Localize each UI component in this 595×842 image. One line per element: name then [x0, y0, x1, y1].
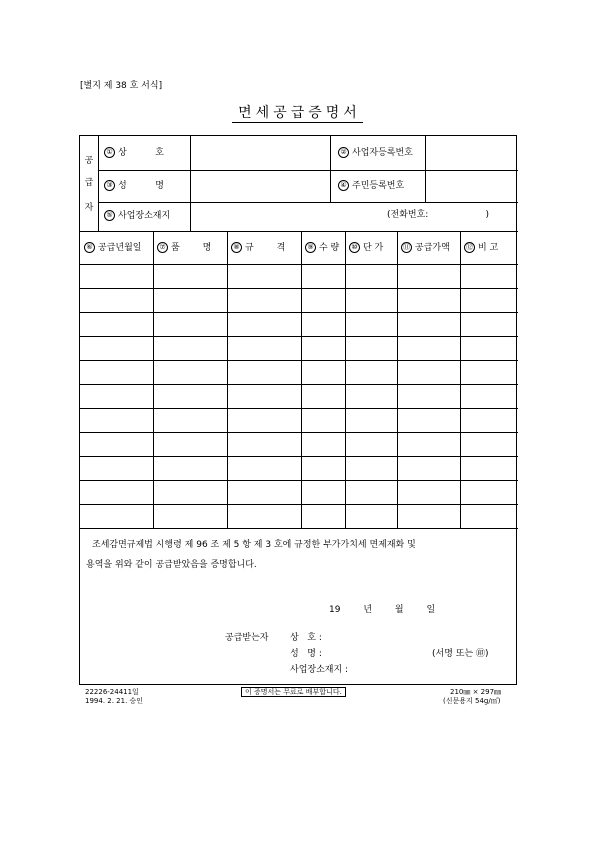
- resident-no-text: 주민등록번호: [352, 181, 405, 191]
- item-number: ⑨: [305, 242, 316, 253]
- table-header-cell: [349, 242, 383, 254]
- table-row: [80, 504, 518, 505]
- table-header-cell: [157, 242, 211, 254]
- table-header-cell: [401, 242, 450, 254]
- table-header-label: 공급년월일: [98, 243, 142, 253]
- receiver-label: 공급받는자: [225, 633, 269, 643]
- table-header-cell: [305, 242, 339, 254]
- table-row: [80, 480, 518, 481]
- footer-notice-wrap: [241, 688, 346, 697]
- table-column-divider: [397, 231, 398, 528]
- table-column-divider: [460, 231, 461, 528]
- item-number: ⑩: [349, 242, 360, 253]
- table-row: [80, 432, 518, 433]
- table-row: [80, 360, 518, 361]
- table-column-divider: [301, 231, 302, 528]
- resident-no-label: [338, 180, 404, 192]
- table-header-bottom: [80, 264, 518, 265]
- receiver-trade-name: 상 호 :: [290, 633, 322, 643]
- receiver-address: 사업장소재지 :: [290, 665, 349, 675]
- table-header-cell: [231, 242, 285, 254]
- table-column-divider: [153, 231, 154, 528]
- table-row: [80, 312, 518, 313]
- table-row: [80, 528, 518, 529]
- item-number-1: ①: [104, 147, 115, 158]
- item-number-5: ⑤: [104, 210, 115, 221]
- supplier-row-line-2: [98, 202, 518, 203]
- footer-code: 22226-24411일: [85, 688, 139, 696]
- table-row: [80, 408, 518, 409]
- certificate-form: [79, 135, 517, 685]
- table-header-label: 규 격: [245, 243, 286, 253]
- table-header-label: 비 고: [478, 243, 499, 253]
- supplier-row-line-1: [98, 170, 518, 171]
- supplier-right-label-divider: [425, 136, 426, 202]
- item-number: ⑪: [403, 243, 410, 251]
- footer-approval: 1994. 2. 21. 승인: [85, 697, 144, 705]
- name-label: [104, 180, 164, 192]
- address-text: 사업장소재지: [118, 211, 171, 221]
- page-title-wrap: [0, 102, 595, 122]
- item-number-4: ④: [338, 180, 349, 191]
- table-header-cell: [464, 242, 498, 254]
- supplier-label-divider: [190, 136, 191, 231]
- statement-line-2: 용역을 위와 같이 공급받았음을 증명합니다.: [86, 560, 257, 570]
- table-column-divider: [227, 231, 228, 528]
- supplier-group-char-3: 자: [84, 203, 94, 213]
- supplier-group-char-2: 급: [84, 178, 94, 188]
- page-title: 면세공급증명서: [232, 105, 363, 123]
- item-number: ⑦: [157, 242, 168, 253]
- trade-name-text: 상 호: [118, 148, 164, 158]
- form-number-label: [별지 제 38 호 서식]: [80, 81, 163, 91]
- item-number: ⑫: [466, 243, 473, 251]
- table-row: [80, 288, 518, 289]
- address-label: [104, 210, 170, 222]
- item-number-3: ③: [104, 180, 115, 191]
- item-number: ⑥: [84, 242, 95, 253]
- receiver-name: 성 명 :: [290, 649, 322, 659]
- biz-reg-no-label: [338, 147, 413, 159]
- table-header-label: 품 명: [171, 243, 212, 253]
- supplier-mid-divider: [330, 136, 331, 202]
- table-row: [80, 384, 518, 385]
- trade-name-label: [104, 147, 164, 159]
- receiver-sign-label: (서명 또는 ㊞): [432, 649, 489, 659]
- footer-paper-spec: (신문용지 54g/㎡): [443, 697, 501, 705]
- supplier-group-divider: [98, 136, 99, 231]
- supplier-group-char-1: 공: [84, 156, 94, 166]
- date-line: 19 년 월 일: [329, 605, 436, 615]
- footer-paper-size: 210㎜ × 297㎜: [450, 688, 502, 696]
- table-row: [80, 336, 518, 337]
- table-header-label: 단 가: [363, 243, 384, 253]
- item-number: ⑧: [231, 242, 242, 253]
- footer-notice: 이 증명서는 무료로 배부합니다.: [241, 687, 346, 697]
- biz-reg-no-text: 사업자등록번호: [352, 148, 413, 158]
- item-number-2: ②: [338, 147, 349, 158]
- table-row: [80, 456, 518, 457]
- statement-line-1: 조세감면규제법 시행령 제 96 조 제 5 항 제 3 호에 규정한 부가가치세 면제재화 및: [92, 540, 416, 550]
- table-header-label: 공급가액: [415, 243, 450, 253]
- supplier-section-bottom: [80, 231, 518, 232]
- table-header-label: 수 량: [319, 243, 340, 253]
- name-text: 성 명: [118, 181, 164, 191]
- table-column-divider: [345, 231, 346, 528]
- phone-label: (전화번호: ): [387, 210, 490, 220]
- table-header-cell: [84, 242, 141, 254]
